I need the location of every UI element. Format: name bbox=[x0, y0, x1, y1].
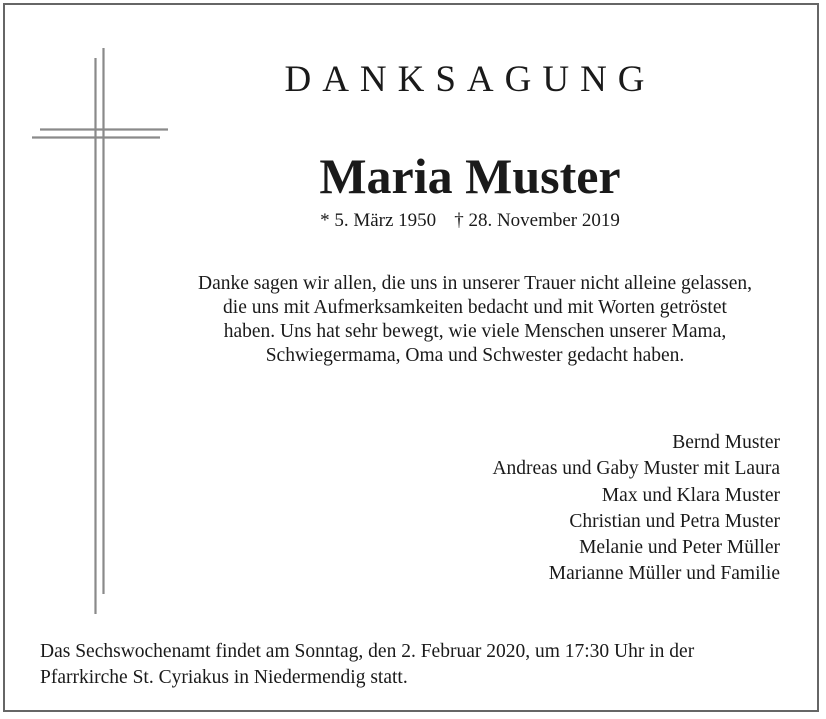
signer: Melanie und Peter Müller bbox=[579, 537, 780, 559]
thanks-line: die uns mit Aufmerksamkeiten bedacht und mit Worten getröstet bbox=[223, 297, 727, 318]
thanks-line: Danke sagen wir allen, die uns in unserer Trauer nicht alleine gelassen, bbox=[198, 273, 752, 294]
footer-line: Pfarrkirche St. Cyriakus in Niedermendig statt. bbox=[40, 667, 408, 688]
signer: Max und Klara Muster bbox=[601, 484, 780, 506]
signer: Andreas und Gaby Muster mit Laura bbox=[492, 458, 780, 480]
life-dates bbox=[240, 210, 700, 232]
thanks-line: Schwiegermama, Oma und Schwester gedacht haben. bbox=[265, 345, 685, 366]
thanks-text bbox=[150, 272, 800, 368]
signers-list bbox=[492, 430, 780, 588]
death-date: † 28. November 2019 bbox=[454, 210, 620, 231]
deceased-name: Maria Muster bbox=[319, 148, 621, 204]
signer: Bernd Muster bbox=[672, 432, 780, 453]
service-announcement bbox=[40, 639, 800, 691]
thanks-line: haben. Uns hat sehr bewegt, wie viele Menschen unserer Mama, bbox=[223, 321, 727, 342]
notice-title: DANKSAGUNG bbox=[284, 59, 656, 100]
footer-line: Das Sechswochenamt findet am Sonntag, den 2. Februar 2020, um 17:30 Uhr in der bbox=[40, 641, 695, 662]
signer: Marianne Müller und Familie bbox=[548, 563, 780, 585]
signer: Christian und Petra Muster bbox=[569, 510, 780, 532]
birth-date: * 5. März 1950 bbox=[320, 210, 437, 231]
